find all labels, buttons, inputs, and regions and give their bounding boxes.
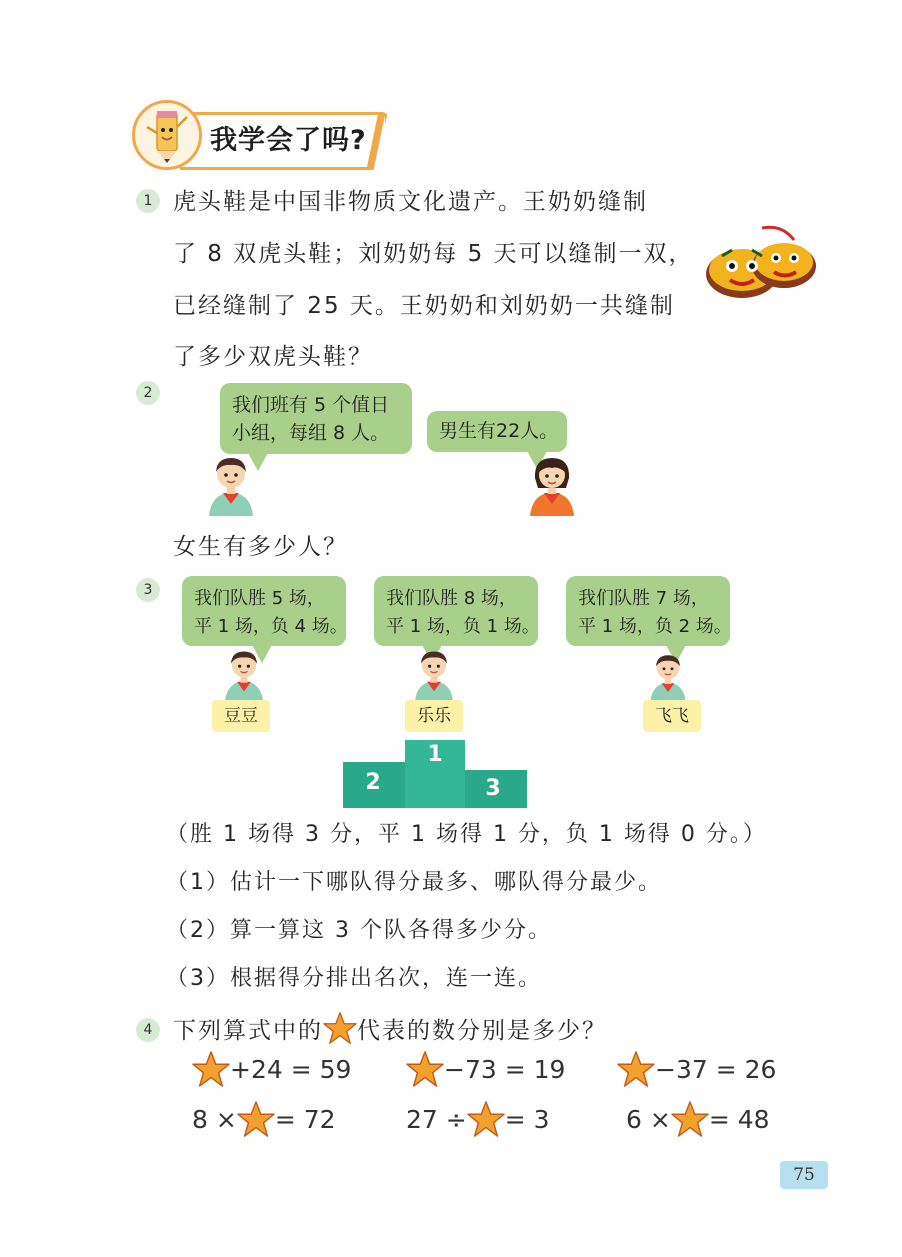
- q4-prompt: [173, 1011, 607, 1045]
- girl-avatar: [522, 452, 582, 516]
- name-tag-feifei: 飞飞: [643, 700, 701, 732]
- podium-label-3: 3: [485, 776, 501, 801]
- formula-4-pre: 8 ×: [192, 1104, 237, 1134]
- q1-line-4: 了多少双虎头鞋？: [173, 344, 373, 370]
- formula-5-post: = 3: [504, 1104, 550, 1134]
- q4-prompt-after: 代表的数分别是多少？: [357, 1017, 607, 1044]
- speech-bubble-boy: [220, 383, 412, 454]
- formula-3: [617, 1050, 776, 1088]
- q1-line-3: 已经缝制了 25 天。王奶奶和刘奶奶一共缝制: [173, 293, 675, 319]
- star-icon: [323, 1011, 357, 1045]
- podium-label-1: 1: [427, 742, 443, 767]
- speech-bubble-lele: [374, 576, 538, 646]
- bubble-feifei-line-2: 平 1 场，负 2 场。: [578, 616, 732, 637]
- formula-2-text: −73 = 19: [444, 1054, 566, 1084]
- formula-4: [192, 1100, 336, 1138]
- q1-line-2: 了 8 双虎头鞋；刘奶奶每 5 天可以缝制一双，: [173, 241, 694, 267]
- formula-3-text: −37 = 26: [655, 1054, 777, 1084]
- star-icon: [467, 1100, 505, 1138]
- q2-question: 女生有多少人？: [173, 534, 348, 560]
- star-icon: [671, 1100, 709, 1138]
- formula-5: [406, 1100, 550, 1138]
- star-icon: [192, 1050, 230, 1088]
- formula-6-post: = 48: [708, 1104, 770, 1134]
- podium-label-2: 2: [365, 770, 381, 795]
- lele-avatar: [408, 646, 460, 702]
- pencil-mascot-icon: [132, 100, 202, 170]
- name-tag-lele: 乐乐: [405, 700, 463, 732]
- speech-bubble-feifei: [566, 576, 730, 646]
- star-icon: [617, 1050, 655, 1088]
- star-icon: [237, 1100, 275, 1138]
- star-icon: [406, 1050, 444, 1088]
- section-title: 我学会了吗?: [210, 125, 367, 156]
- formula-4-post: = 72: [274, 1104, 336, 1134]
- boy-avatar: [201, 452, 261, 516]
- doudou-avatar: [218, 646, 270, 702]
- podium: [343, 740, 527, 808]
- question-number-1: 1: [136, 189, 160, 213]
- bubble-feifei-line-1: 我们队胜 7 场，: [578, 588, 709, 609]
- question-number-3: 3: [136, 578, 160, 602]
- formula-2: [406, 1050, 565, 1088]
- formula-6: [626, 1100, 770, 1138]
- q3-sub-1: （1）估计一下哪队得分最多、哪队得分最少。: [166, 870, 662, 895]
- question-number-4: 4: [136, 1018, 160, 1042]
- q1-line-1: 虎头鞋是中国非物质文化遗产。王奶奶缝制: [173, 189, 648, 215]
- speech-bubble-doudou: [182, 576, 346, 646]
- bubble-girl-text: 男生有22人。: [439, 420, 559, 442]
- q4-prompt-before: 下列算式中的: [173, 1017, 323, 1044]
- bubble-doudou-line-1: 我们队胜 5 场，: [194, 588, 325, 609]
- bubble-boy-line-1: 我们班有 5 个值日: [232, 394, 390, 416]
- q3-sub-3: （3）根据得分排出名次，连一连。: [166, 966, 542, 991]
- bubble-boy-line-2: 小组，每组 8 人。: [232, 422, 390, 444]
- name-tag-doudou: 豆豆: [212, 700, 270, 732]
- bubble-lele-line-1: 我们队胜 8 场，: [386, 588, 517, 609]
- bubble-lele-line-2: 平 1 场，负 1 场。: [386, 616, 540, 637]
- bubble-doudou-line-2: 平 1 场，负 4 场。: [194, 616, 348, 637]
- formula-6-pre: 6 ×: [626, 1104, 671, 1134]
- question-number-2: 2: [136, 381, 160, 405]
- page-number: 75: [780, 1161, 828, 1189]
- formula-1: [192, 1050, 351, 1088]
- formula-5-pre: 27 ÷: [406, 1104, 467, 1134]
- formula-1-text: +24 = 59: [230, 1054, 352, 1084]
- tiger-head-shoes-image: [702, 222, 820, 304]
- scoring-rule: （胜 1 场得 3 分，平 1 场得 1 分，负 1 场得 0 分。）: [166, 822, 767, 847]
- q3-sub-2: （2）算一算这 3 个队各得多少分。: [166, 918, 552, 943]
- feifei-avatar: [644, 650, 692, 702]
- section-header: [132, 100, 397, 172]
- speech-bubble-girl: [427, 411, 567, 452]
